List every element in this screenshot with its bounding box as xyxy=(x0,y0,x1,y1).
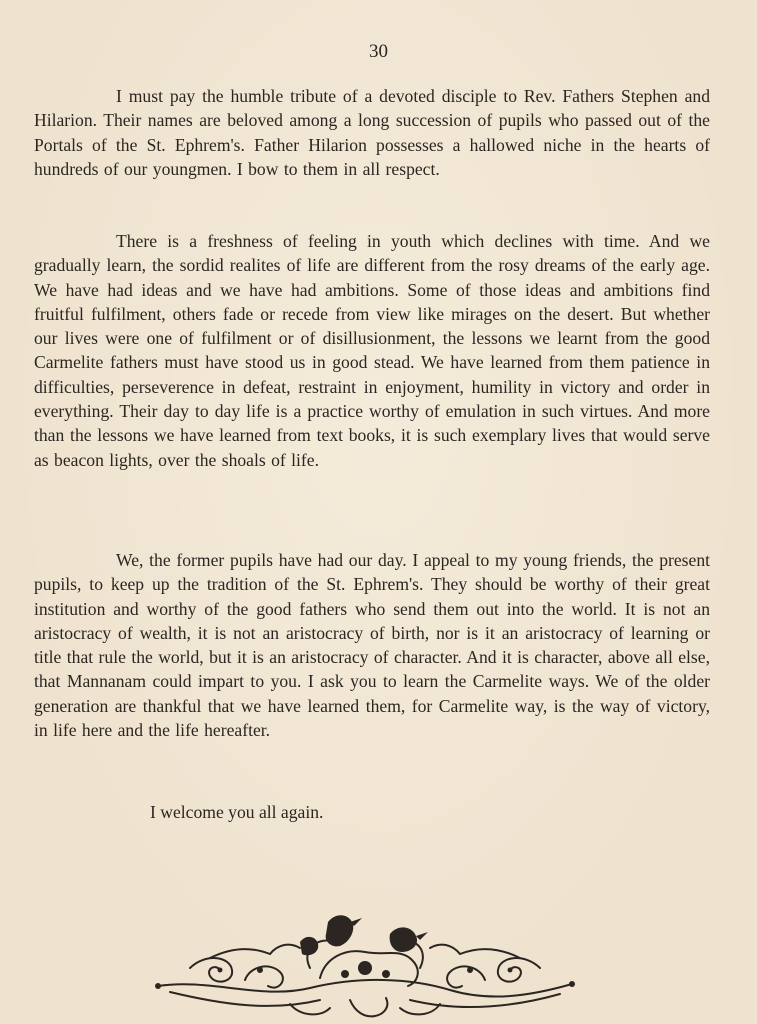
paragraph-appeal xyxy=(34,548,710,742)
paragraph-text: We, the former pupils have had our day. I appeal to my young friends, the present pupils, to keep up the tradition of the St. Ephrem's. They should be worthy of their great institution and worthy of the good fathers who send them out into the world. It is not an aristocracy of wealth, it is not an aristocracy of birth, nor is it an aristocracy of learning or title that rule the world, but it is an aristocracy of character. And it is character, above all else, that Mannanam could impart to you. I ask you to learn the Carmelite ways. We of the older generation are thankful that we have learned them, for Carmelite way, is the way of victory, in life here and the life hereafter. xyxy=(34,550,710,741)
paragraph-text: There is a freshness of feeling in youth which declines with time. And we gradually learn, the sordid realites of life are different from the rosy dreams of the early age. We have had ideas and we have had ambitions. Some of those ideas and ambitions find fruitful fulfilment, others fade or recede from view like mirages on the desert. But whether our lives were one of fulfilment or of disillusionment, the lessons we learnt from the good Carmelite fathers must have stood us in good stead. We have learned from them patience in difficulties, perseverence in defeat, restraint in enjoyment, humility in victory and order in everything. Their day to day life is a practice worthy of emulation in such virtues. And more than the lessons we have learned from text books, it is such exemplary lives that would serve as beacon lights, over the shoals of life. xyxy=(34,231,710,470)
paragraph-text: I must pay the humble tribute of a devoted disciple to Rev. Fathers Stephen and Hilarion. Their names are beloved among a long succession of pupils who passed out of the Portals of the St. Ephrem's. Father Hilarion possesses a hallowed niche in the hearts of hundreds of our youngmen. I bow to them in all respect. xyxy=(34,86,710,179)
page-number: 30 xyxy=(369,41,388,62)
paragraph-youth xyxy=(34,229,710,472)
paragraph-tribute xyxy=(34,84,710,181)
closing-line: I welcome you all again. xyxy=(150,802,324,822)
floral-bird-ornament-icon xyxy=(150,908,580,1024)
